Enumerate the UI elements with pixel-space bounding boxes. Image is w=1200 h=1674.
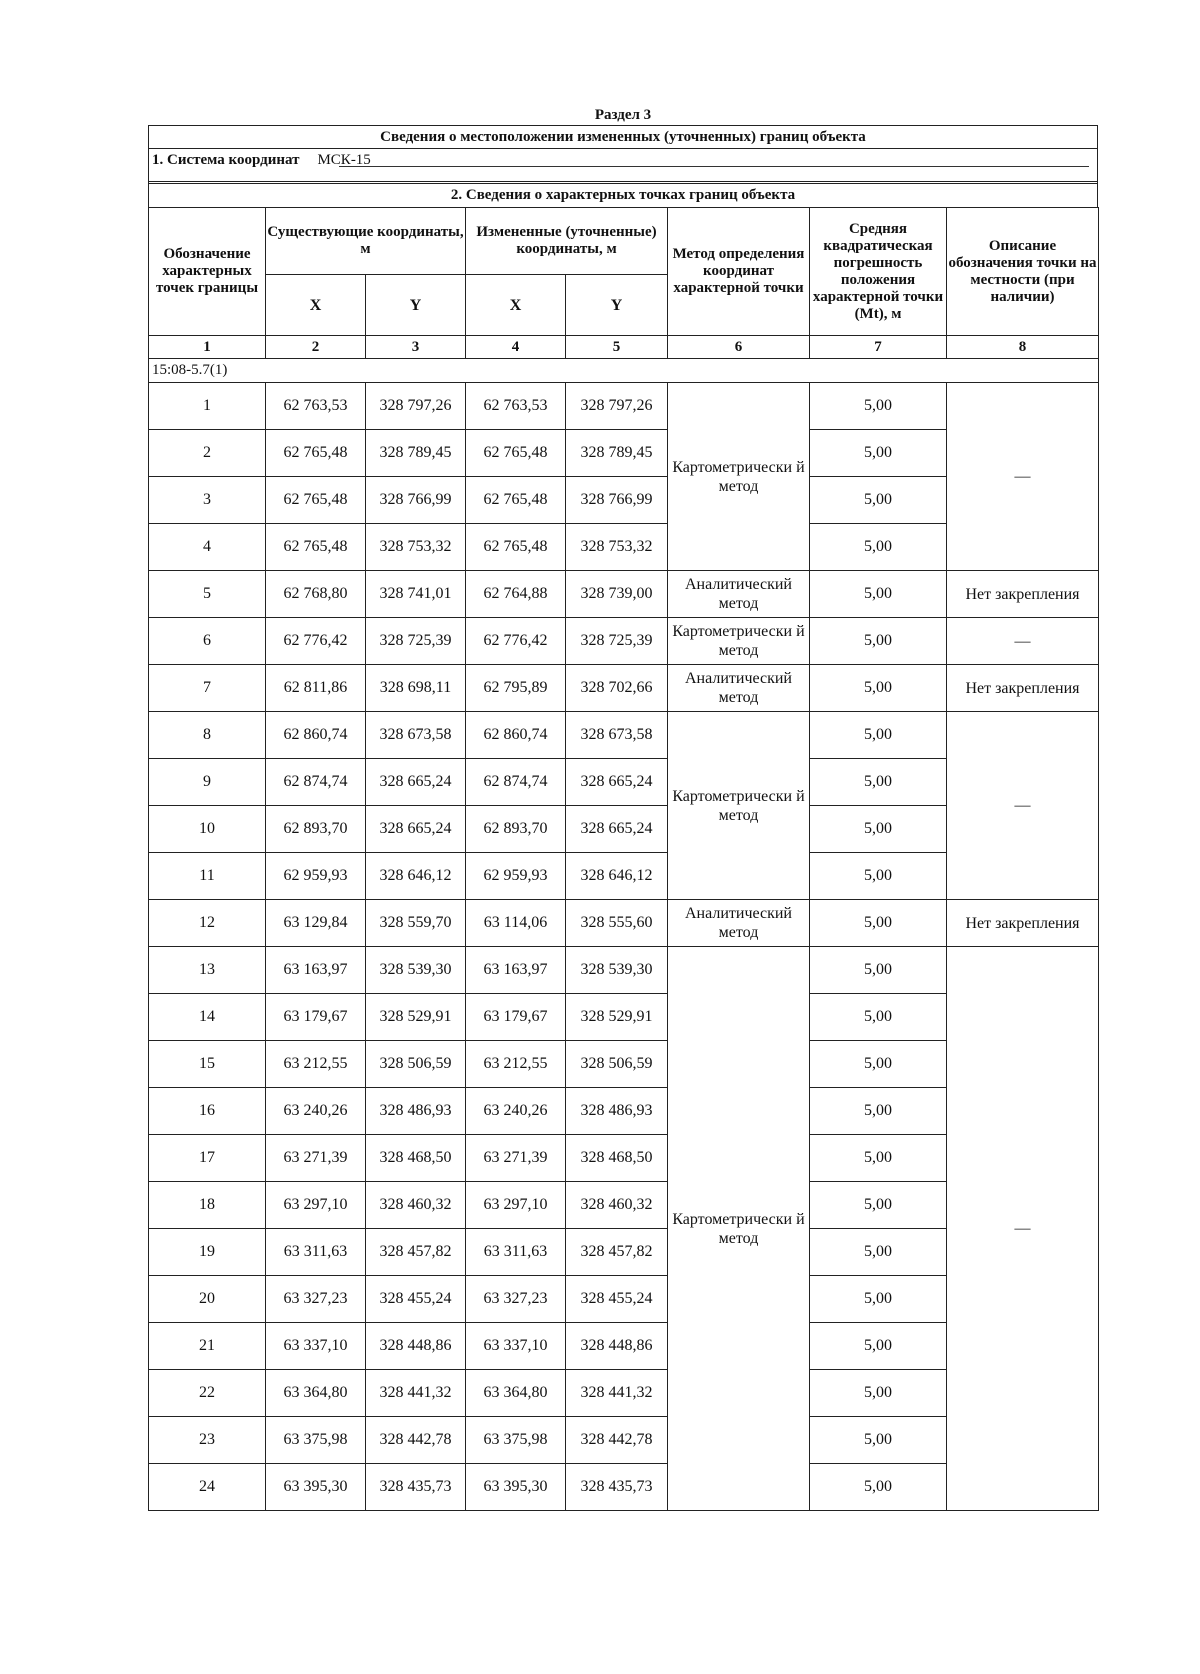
- changed-y: 328 702,66: [566, 665, 668, 712]
- changed-x: 63 297,10: [466, 1182, 566, 1229]
- changed-x: 63 375,98: [466, 1417, 566, 1464]
- point-number: 17: [149, 1135, 266, 1182]
- existing-y: 328 442,78: [366, 1417, 466, 1464]
- coord-system-row: [148, 148, 1098, 171]
- col-number: 7: [810, 336, 947, 359]
- changed-x: 63 337,10: [466, 1323, 566, 1370]
- point-number: 2: [149, 430, 266, 477]
- document-frame: [148, 125, 1098, 1511]
- coord-underline: [339, 166, 1089, 167]
- point-number: 22: [149, 1370, 266, 1417]
- existing-x: 62 768,80: [266, 571, 366, 618]
- table-row: [149, 618, 1099, 665]
- existing-x: 63 240,26: [266, 1088, 366, 1135]
- changed-y: 328 753,32: [566, 524, 668, 571]
- description-cell: Нет закрепления: [947, 571, 1099, 618]
- changed-y: 328 789,45: [566, 430, 668, 477]
- col-changed-y: Y: [566, 275, 668, 336]
- changed-y: 328 442,78: [566, 1417, 668, 1464]
- existing-y: 328 797,26: [366, 383, 466, 430]
- changed-y: 328 457,82: [566, 1229, 668, 1276]
- existing-y: 328 766,99: [366, 477, 466, 524]
- existing-x: 63 364,80: [266, 1370, 366, 1417]
- changed-x: 63 311,63: [466, 1229, 566, 1276]
- point-number: 12: [149, 900, 266, 947]
- point-number: 7: [149, 665, 266, 712]
- error-value: 5,00: [810, 900, 947, 947]
- existing-y: 328 460,32: [366, 1182, 466, 1229]
- changed-x: 62 764,88: [466, 571, 566, 618]
- error-value: 5,00: [810, 1135, 947, 1182]
- error-value: 5,00: [810, 1276, 947, 1323]
- changed-y: 328 529,91: [566, 994, 668, 1041]
- changed-x: 62 874,74: [466, 759, 566, 806]
- error-value: 5,00: [810, 853, 947, 900]
- existing-x: 63 179,67: [266, 994, 366, 1041]
- changed-y: 328 506,59: [566, 1041, 668, 1088]
- changed-x: 62 765,48: [466, 477, 566, 524]
- existing-y: 328 789,45: [366, 430, 466, 477]
- existing-x: 62 959,93: [266, 853, 366, 900]
- changed-x: 63 327,23: [466, 1276, 566, 1323]
- changed-y: 328 739,00: [566, 571, 668, 618]
- changed-y: 328 455,24: [566, 1276, 668, 1323]
- col-designation: Обозначение характерных точек границы: [149, 208, 266, 336]
- point-number: 8: [149, 712, 266, 759]
- col-number: 6: [668, 336, 810, 359]
- coord-system-label: 1. Система координат: [152, 151, 300, 168]
- changed-x: 62 959,93: [466, 853, 566, 900]
- existing-y: 328 741,01: [366, 571, 466, 618]
- point-number: 23: [149, 1417, 266, 1464]
- table-row: [149, 383, 1099, 430]
- col-existing-y: Y: [366, 275, 466, 336]
- point-number: 3: [149, 477, 266, 524]
- error-value: 5,00: [810, 947, 947, 994]
- existing-x: 62 776,42: [266, 618, 366, 665]
- error-value: 5,00: [810, 759, 947, 806]
- table-row: [149, 665, 1099, 712]
- method-cell: Аналитический метод: [668, 900, 810, 947]
- existing-x: 62 860,74: [266, 712, 366, 759]
- error-value: 5,00: [810, 618, 947, 665]
- point-number: 13: [149, 947, 266, 994]
- existing-y: 328 457,82: [366, 1229, 466, 1276]
- col-changed-x: X: [466, 275, 566, 336]
- method-cell: Картометрически й метод: [668, 712, 810, 900]
- existing-x: 63 375,98: [266, 1417, 366, 1464]
- point-number: 4: [149, 524, 266, 571]
- changed-x: 63 114,06: [466, 900, 566, 947]
- changed-y: 328 460,32: [566, 1182, 668, 1229]
- point-number: 21: [149, 1323, 266, 1370]
- description-cell: —: [947, 947, 1099, 1511]
- table-row: [149, 571, 1099, 618]
- existing-y: 328 529,91: [366, 994, 466, 1041]
- existing-y: 328 665,24: [366, 806, 466, 853]
- description-cell: Нет закрепления: [947, 665, 1099, 712]
- existing-x: 63 163,97: [266, 947, 366, 994]
- point-number: 18: [149, 1182, 266, 1229]
- existing-x: 63 311,63: [266, 1229, 366, 1276]
- existing-x: 62 765,48: [266, 430, 366, 477]
- changed-x: 63 240,26: [466, 1088, 566, 1135]
- point-number: 1: [149, 383, 266, 430]
- col-error: Средняя квадратическая погрешность положения характерной точки (Mt), м: [810, 208, 947, 336]
- changed-y: 328 766,99: [566, 477, 668, 524]
- changed-x: 62 893,70: [466, 806, 566, 853]
- point-number: 20: [149, 1276, 266, 1323]
- changed-x: 63 212,55: [466, 1041, 566, 1088]
- changed-x: 62 776,42: [466, 618, 566, 665]
- existing-y: 328 441,32: [366, 1370, 466, 1417]
- existing-y: 328 698,11: [366, 665, 466, 712]
- existing-x: 63 297,10: [266, 1182, 366, 1229]
- method-cell: Аналитический метод: [668, 665, 810, 712]
- error-value: 5,00: [810, 1370, 947, 1417]
- existing-x: 62 765,48: [266, 477, 366, 524]
- method-cell: Картометрически й метод: [668, 383, 810, 571]
- existing-x: 62 811,86: [266, 665, 366, 712]
- description-cell: —: [947, 383, 1099, 571]
- changed-x: 62 765,48: [466, 430, 566, 477]
- existing-y: 328 435,73: [366, 1464, 466, 1511]
- changed-y: 328 448,86: [566, 1323, 668, 1370]
- changed-x: 62 765,48: [466, 524, 566, 571]
- col-number: 1: [149, 336, 266, 359]
- existing-x: 63 337,10: [266, 1323, 366, 1370]
- changed-y: 328 468,50: [566, 1135, 668, 1182]
- existing-y: 328 506,59: [366, 1041, 466, 1088]
- existing-x: 63 212,55: [266, 1041, 366, 1088]
- col-existing-x: X: [266, 275, 366, 336]
- section-title: Раздел 3: [594, 107, 652, 123]
- existing-y: 328 646,12: [366, 853, 466, 900]
- changed-x: 62 795,89: [466, 665, 566, 712]
- error-value: 5,00: [810, 1229, 947, 1276]
- changed-y: 328 665,24: [566, 806, 668, 853]
- description-cell: —: [947, 712, 1099, 900]
- error-value: 5,00: [810, 712, 947, 759]
- existing-y: 328 455,24: [366, 1276, 466, 1323]
- group-label: 15:08-5.7(1): [149, 359, 1099, 383]
- changed-y: 328 797,26: [566, 383, 668, 430]
- changed-y: 328 646,12: [566, 853, 668, 900]
- error-value: 5,00: [810, 1182, 947, 1229]
- changed-y: 328 665,24: [566, 759, 668, 806]
- point-number: 15: [149, 1041, 266, 1088]
- col-number: 3: [366, 336, 466, 359]
- changed-x: 62 763,53: [466, 383, 566, 430]
- existing-x: 63 129,84: [266, 900, 366, 947]
- existing-x: 63 327,23: [266, 1276, 366, 1323]
- point-number: 6: [149, 618, 266, 665]
- error-value: 5,00: [810, 477, 947, 524]
- existing-x: 63 395,30: [266, 1464, 366, 1511]
- point-number: 10: [149, 806, 266, 853]
- existing-y: 328 673,58: [366, 712, 466, 759]
- point-number: 5: [149, 571, 266, 618]
- existing-y: 328 559,70: [366, 900, 466, 947]
- error-value: 5,00: [810, 1464, 947, 1511]
- changed-x: 63 364,80: [466, 1370, 566, 1417]
- method-cell: Аналитический метод: [668, 571, 810, 618]
- error-value: 5,00: [810, 994, 947, 1041]
- changed-x: 63 395,30: [466, 1464, 566, 1511]
- description-cell: —: [947, 618, 1099, 665]
- points-table: [148, 207, 1099, 1511]
- existing-x: 63 271,39: [266, 1135, 366, 1182]
- spacer: [148, 171, 1098, 181]
- table-row: [149, 947, 1099, 994]
- error-value: 5,00: [810, 524, 947, 571]
- existing-y: 328 725,39: [366, 618, 466, 665]
- changed-y: 328 441,32: [566, 1370, 668, 1417]
- error-value: 5,00: [810, 1088, 947, 1135]
- existing-x: 62 874,74: [266, 759, 366, 806]
- error-value: 5,00: [810, 1417, 947, 1464]
- error-value: 5,00: [810, 571, 947, 618]
- col-number: 2: [266, 336, 366, 359]
- changed-y: 328 555,60: [566, 900, 668, 947]
- changed-y: 328 435,73: [566, 1464, 668, 1511]
- changed-x: 63 163,97: [466, 947, 566, 994]
- changed-y: 328 486,93: [566, 1088, 668, 1135]
- col-description: Описание обозначения точки на местности (при наличии): [947, 208, 1099, 336]
- error-value: 5,00: [810, 665, 947, 712]
- coord-system-value: МСК-15: [317, 151, 371, 168]
- point-number: 11: [149, 853, 266, 900]
- changed-y: 328 673,58: [566, 712, 668, 759]
- existing-y: 328 448,86: [366, 1323, 466, 1370]
- point-number: 19: [149, 1229, 266, 1276]
- error-value: 5,00: [810, 806, 947, 853]
- point-number: 16: [149, 1088, 266, 1135]
- error-value: 5,00: [810, 1041, 947, 1088]
- changed-x: 63 179,67: [466, 994, 566, 1041]
- error-value: 5,00: [810, 1323, 947, 1370]
- main-heading: Сведения о местоположении измененных (уточненных) границ объекта: [148, 125, 1098, 148]
- existing-y: 328 753,32: [366, 524, 466, 571]
- point-number: 9: [149, 759, 266, 806]
- method-cell: Картометрически й метод: [668, 618, 810, 665]
- existing-x: 62 893,70: [266, 806, 366, 853]
- changed-x: 62 860,74: [466, 712, 566, 759]
- existing-y: 328 468,50: [366, 1135, 466, 1182]
- point-number: 14: [149, 994, 266, 1041]
- subheading: 2. Сведения о характерных точках границ объекта: [148, 184, 1098, 207]
- col-existing: Существующие координаты, м: [266, 208, 466, 275]
- changed-y: 328 539,30: [566, 947, 668, 994]
- col-changed: Измененные (уточненные) координаты, м: [466, 208, 668, 275]
- table-row: [149, 712, 1099, 759]
- changed-x: 63 271,39: [466, 1135, 566, 1182]
- point-number: 24: [149, 1464, 266, 1511]
- existing-y: 328 539,30: [366, 947, 466, 994]
- col-method: Метод определения координат характерной точки: [668, 208, 810, 336]
- changed-y: 328 725,39: [566, 618, 668, 665]
- col-number: 5: [566, 336, 668, 359]
- existing-x: 62 765,48: [266, 524, 366, 571]
- error-value: 5,00: [810, 430, 947, 477]
- error-value: 5,00: [810, 383, 947, 430]
- col-number: 8: [947, 336, 1099, 359]
- method-cell: Картометрически й метод: [668, 947, 810, 1511]
- col-number: 4: [466, 336, 566, 359]
- description-cell: Нет закрепления: [947, 900, 1099, 947]
- existing-x: 62 763,53: [266, 383, 366, 430]
- existing-y: 328 486,93: [366, 1088, 466, 1135]
- table-row: [149, 900, 1099, 947]
- existing-y: 328 665,24: [366, 759, 466, 806]
